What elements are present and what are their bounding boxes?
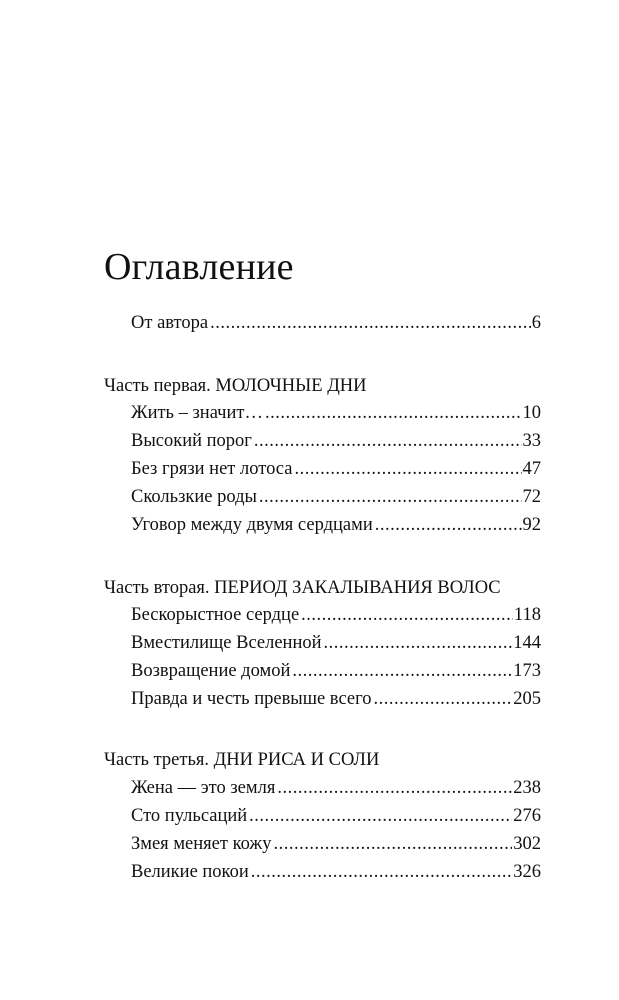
part-heading-3: Часть третья. ДНИ РИСА И СОЛИ [104, 750, 380, 770]
toc-entry[interactable] [131, 687, 541, 711]
toc-entry[interactable] [131, 631, 541, 655]
toc-entry-title: Змея меняет кожу [131, 834, 272, 854]
toc-entry-title: Сто пульсаций [131, 806, 248, 826]
toc-entry[interactable] [131, 401, 541, 425]
toc-entry-title: От автора [131, 313, 209, 333]
toc-entry[interactable] [131, 429, 541, 453]
toc-entry[interactable] [131, 776, 541, 800]
dot-leader [251, 860, 512, 884]
dot-leader [273, 832, 512, 856]
page-title: Оглавление [104, 246, 294, 288]
toc-entry[interactable] [131, 804, 541, 828]
toc-entry-page: 173 [513, 661, 541, 681]
toc-entry[interactable] [131, 485, 541, 509]
dot-leader [249, 804, 512, 828]
toc-entry-title: Высокий порог [131, 431, 252, 451]
toc-entry-title: Великие покои [131, 862, 249, 882]
toc-entry-title: Жить – значит… [131, 403, 263, 423]
toc-entry-page: 6 [531, 313, 541, 333]
dot-leader [324, 631, 513, 655]
dot-leader [375, 513, 522, 537]
toc-entry-page: 33 [522, 431, 541, 451]
toc-entry[interactable] [131, 832, 541, 856]
toc-entry-page: 144 [513, 633, 541, 653]
toc-entry[interactable] [131, 457, 541, 481]
toc-entry-page: 326 [513, 862, 541, 882]
toc-entry[interactable] [131, 659, 541, 683]
toc-entry-title: Уговор между двумя сердцами [131, 515, 373, 535]
dot-leader [265, 401, 522, 425]
toc-entry-page: 276 [513, 806, 541, 826]
toc-entry-page: 205 [513, 689, 541, 709]
dot-leader [259, 485, 522, 509]
toc-entry-page: 72 [522, 487, 541, 507]
toc-entry-title: Возвращение домой [131, 661, 291, 681]
dot-leader [294, 457, 521, 481]
toc-entry[interactable] [131, 513, 541, 537]
toc-entry-title: Правда и честь превыше всего [131, 689, 372, 709]
dot-leader [254, 429, 522, 453]
dot-leader [292, 659, 512, 683]
toc-entry-from-author[interactable] [131, 311, 541, 335]
dot-leader [277, 776, 512, 800]
toc-entry-title: Скользкие роды [131, 487, 257, 507]
toc-entry-page: 92 [522, 515, 541, 535]
toc-entry-title: Без грязи нет лотоса [131, 459, 293, 479]
dot-leader [373, 687, 512, 711]
toc-entry-page: 238 [513, 778, 541, 798]
toc-entry-page: 118 [513, 605, 541, 625]
dot-leader [210, 311, 531, 335]
toc-entry[interactable] [131, 603, 541, 627]
part-heading-2: Часть вторая. ПЕРИОД ЗАКАЛЫВАНИЯ ВОЛОС [104, 578, 501, 598]
toc-entry[interactable] [131, 860, 541, 884]
part-heading-1: Часть первая. МОЛОЧНЫЕ ДНИ [104, 376, 367, 396]
toc-entry-title: Вместилище Вселенной [131, 633, 322, 653]
toc-entry-page: 10 [522, 403, 541, 423]
toc-entry-title: Жена — это земля [131, 778, 276, 798]
dot-leader [301, 603, 513, 627]
toc-entry-page: 47 [522, 459, 541, 479]
toc-entry-title: Бескорыстное сердце [131, 605, 300, 625]
toc-entry-page: 302 [513, 834, 541, 854]
